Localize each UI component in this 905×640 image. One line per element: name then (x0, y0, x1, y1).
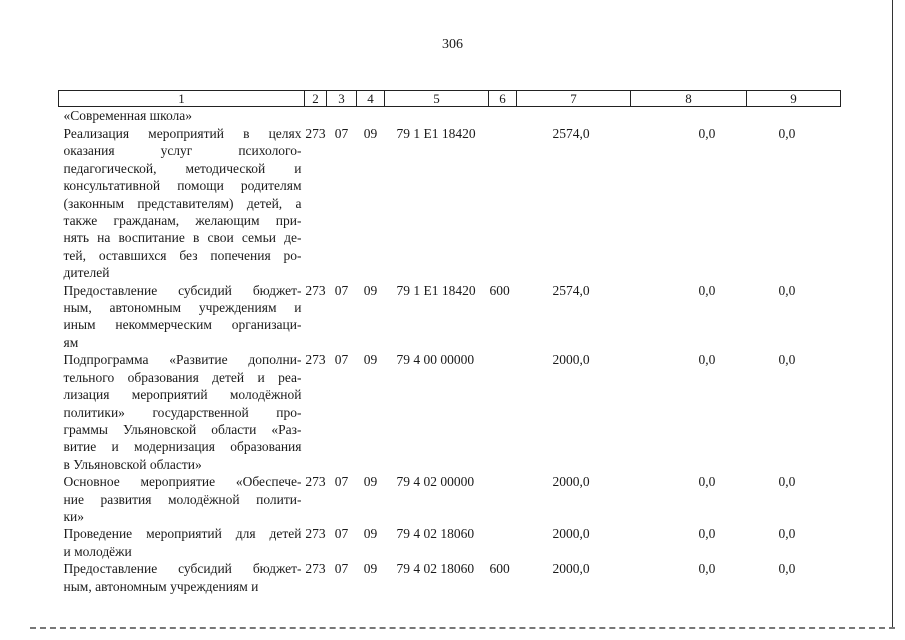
section-code: 07 (334, 126, 349, 141)
header-cell: 6 (489, 91, 517, 107)
amount-col8: 0,0 (698, 282, 716, 298)
description-line: нять на воспитание в свои семьи де- (63, 230, 302, 246)
amount-col8: 0,0 (698, 526, 716, 542)
row-description (59, 525, 305, 560)
section-code: 07 (334, 561, 349, 577)
description-line: также гражданам, желающим при- (63, 213, 302, 229)
amount-col7: 2574,0 (552, 282, 590, 298)
target-article-code: 79 4 02 18060 (396, 526, 475, 542)
row-description (59, 560, 305, 595)
description-line: консультативной помощи родителям (63, 178, 302, 194)
header-cell: 5 (385, 91, 489, 107)
description-line: Предоставление субсидий бюджет- (63, 282, 302, 298)
amount-col8: 0,0 (698, 352, 716, 368)
description-line: тей, оставшихся без попечения ро- (63, 247, 302, 263)
description-line: и молодёжи (63, 543, 132, 559)
expense-type-code: 600 (489, 561, 510, 577)
target-article-code: 79 4 00 00000 (396, 352, 475, 368)
subsection-code: 09 (363, 526, 378, 542)
description-line: (законным представителям) детей, а (63, 195, 302, 211)
budget-table (58, 90, 841, 595)
header-cell: 9 (747, 91, 841, 107)
description-line: тельного образования детей и реа- (63, 369, 302, 385)
description-line: ным, автономным учреждениям и (63, 578, 259, 594)
row-description (59, 473, 305, 525)
description-line: ным, автономным учреждениям и (63, 300, 302, 316)
description-line: политики» государственной про- (63, 404, 302, 420)
description-line: ки» (63, 508, 85, 524)
target-article-code: 79 4 02 18060 (396, 561, 475, 577)
table-row (59, 351, 841, 473)
amount-col9: 0,0 (778, 126, 796, 141)
header-cell: 3 (327, 91, 357, 107)
page-right-edge (892, 0, 893, 628)
subsection-code: 09 (363, 352, 378, 368)
section-code: 07 (334, 474, 349, 490)
target-article-code: 79 1 E1 18420 (396, 282, 476, 298)
header-cell: 2 (305, 91, 327, 107)
table-row (59, 282, 841, 352)
amount-col7: 2000,0 (552, 474, 590, 490)
subsection-code: 09 (363, 561, 378, 577)
description-line: лизация мероприятий молодёжной (63, 387, 302, 403)
ministry-code: 273 (305, 474, 326, 490)
ministry-code: 273 (305, 526, 326, 542)
section-code: 07 (334, 352, 349, 368)
subsection-code: 09 (363, 474, 378, 490)
table-body (59, 107, 841, 595)
description-line: педагогической, методической и (63, 160, 302, 176)
amount-col8: 0,0 (698, 126, 716, 141)
row-description (59, 351, 305, 473)
table-row (59, 473, 841, 525)
ministry-code: 273 (305, 282, 326, 298)
header-cell: 8 (631, 91, 747, 107)
page-number: 306 (442, 37, 463, 52)
description-line: ние развития молодёжной полити- (63, 491, 302, 507)
ministry-code: 273 (305, 561, 326, 577)
row-description (59, 125, 305, 282)
subsection-code: 09 (363, 126, 378, 141)
amount-col9: 0,0 (778, 561, 796, 577)
table-row (59, 125, 841, 282)
description-line: Проведение мероприятий для детей (63, 526, 302, 542)
header-cell: 1 (59, 91, 305, 107)
description-line: в Ульяновской области» (63, 456, 202, 472)
ministry-code: 273 (305, 352, 326, 368)
amount-col9: 0,0 (778, 474, 796, 490)
description-line: Предоставление субсидий бюджет- (63, 561, 302, 577)
ministry-code: 273 (305, 126, 326, 141)
target-article-code: 79 1 E1 18420 (396, 126, 476, 141)
target-article-code: 79 4 02 00000 (396, 474, 475, 490)
description-line: Основное мероприятие «Обеспече- (63, 474, 302, 490)
amount-col7: 2000,0 (552, 561, 590, 577)
amount-col9: 0,0 (778, 352, 796, 368)
amount-col8: 0,0 (698, 561, 716, 577)
amount-col7: 2574,0 (552, 126, 590, 141)
amount-col9: 0,0 (778, 526, 796, 542)
amount-col9: 0,0 (778, 282, 796, 298)
description-line: дителей (63, 265, 110, 281)
intro-row (59, 107, 841, 126)
description-line: граммы Ульяновской области «Раз- (63, 421, 302, 437)
section-code: 07 (334, 282, 349, 298)
header-row (59, 91, 841, 107)
subsection-code: 09 (363, 282, 378, 298)
expense-type-code: 600 (489, 282, 510, 298)
amount-col7: 2000,0 (552, 352, 590, 368)
description-line: ям (63, 334, 79, 350)
expense-type-code (489, 351, 517, 473)
description-line: оказания услуг психолого- (63, 143, 302, 159)
description-line: Реализация мероприятий в целях (63, 126, 302, 141)
expense-type-code (489, 473, 517, 525)
amount-col7: 2000,0 (552, 526, 590, 542)
expense-type-code (489, 525, 517, 560)
description-line: Подпрограмма «Развитие дополни- (63, 352, 302, 368)
header-cell: 7 (517, 91, 631, 107)
section-code: 07 (334, 526, 349, 542)
amount-col8: 0,0 (698, 474, 716, 490)
header-cell: 4 (357, 91, 385, 107)
table-row (59, 560, 841, 595)
description-line: иным некоммерческим организаци- (63, 317, 302, 333)
page-bottom-edge (30, 627, 895, 629)
description-line: витие и модернизация образования (63, 439, 302, 455)
expense-type-code (489, 125, 517, 282)
row-description (59, 282, 305, 352)
table-row (59, 525, 841, 560)
intro-line: «Современная школа» (63, 108, 193, 123)
